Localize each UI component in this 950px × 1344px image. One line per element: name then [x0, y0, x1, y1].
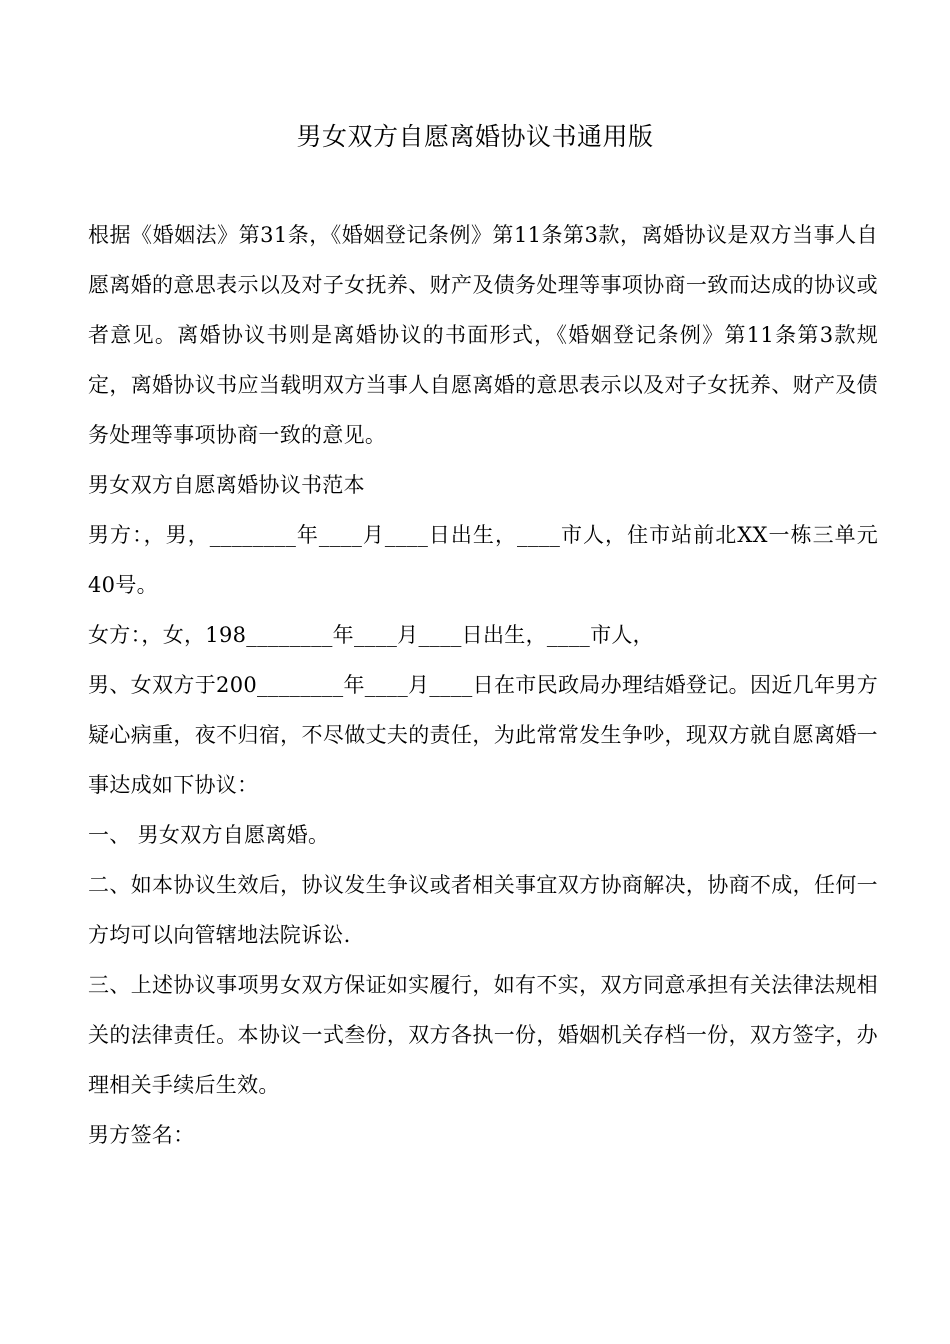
document-title: 男女双方自愿离婚协议书通用版 — [296, 122, 654, 151]
intro-paragraph: 根据《婚姻法》第31条，《婚姻登记条例》第11条第3款，离婚协议是双方当事人自愿离婚的意思表示以及对子女抚养、财产及债务处理等事项协商一致而达成的协议或者意见。离婚协议书则是离婚协议的书面形式，《婚姻登记条例》第11条第3款规定，离婚协议书应当载明双方当事人自愿离婚的意思表示以及对子女抚养、财产及债务处理等事项协商一致的意见。 — [88, 223, 878, 447]
clause-three: 三、上述协议事项男女双方保证如实履行，如有不实，双方同意承担有关法律法规相关的法律责任。本协议一式叁份，双方各执一份，婚姻机关存档一份，双方签字，办理相关手续后生效。 — [88, 973, 878, 1097]
template-heading: 男女双方自愿离婚协议书范本 — [88, 473, 365, 497]
husband-signature-line: 男方签名： — [88, 1123, 195, 1147]
wife-info: 女方：，女，198________年____月____日出生，____市人， — [88, 623, 654, 647]
document-body — [88, 210, 878, 1160]
clause-one: 一、 男女双方自愿离婚。 — [88, 823, 330, 847]
marriage-background: 男、女双方于200________年____月____日在市民政局办理结婚登记。因近几年男方疑心病重，夜不归宿，不尽做丈夫的责任，为此常常发生争吵，现双方就自愿离婚一事达成如下协议： — [88, 673, 878, 797]
clause-two: 二、如本协议生效后，协议发生争议或者相关事宜双方协商解决，协商不成，任何一方均可以向管辖地法院诉讼. — [88, 873, 878, 947]
husband-info: 男方：，男，________年____月____日出生，____市人，住市站前北XX一栋三单元40号。 — [88, 523, 878, 597]
